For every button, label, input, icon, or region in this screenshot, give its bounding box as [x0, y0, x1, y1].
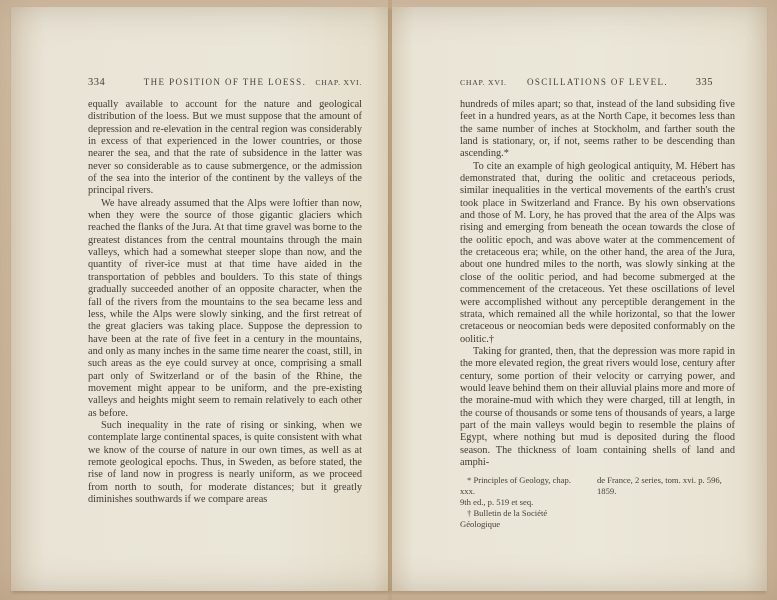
body-text-right	[460, 99, 735, 469]
page-right	[392, 7, 767, 591]
folio-right: 335	[695, 77, 713, 88]
body-paragraph: Taking for granted, then, that the depression was more rapid in the more elevated region, the great rivers would lose, century after century, some portion of their velocity or carrying power, and would leave behind them on their alluvial plains more and more of the moraine-mud with which they were charged, till at length, in the course of thousands or some tens of thousands of years, a large part of the main valleys would begin to resemble the plains of Egypt, where nothing but mud is deposited during the flood season. The thickness of loam containing shells of land and amphi-	[460, 345, 735, 468]
running-title-left: THE POSITION OF THE LOESS.	[143, 77, 307, 87]
footnote-line: 9th ed., p. 519 et seq.	[460, 496, 534, 507]
body-text-left	[88, 99, 362, 506]
footnote-line: de France, 2 series, tom. xvi. p. 596,	[597, 475, 722, 486]
footnote-line: 1859.	[597, 486, 617, 497]
page-left-content	[11, 7, 388, 591]
body-paragraph: hundreds of miles apart; so that, instead of the land subsiding five feet in a hundred years, as at the North Cape, it becomes less than the same number of inches at Stockholm, and farther south the land is stationary, or, if not, seems rather to be descending than ascending.*	[460, 99, 735, 160]
footnote-line: * Principles of Geology, chap. xxx.	[460, 475, 571, 497]
body-paragraph: To cite an example of high geological antiquity, M. Hébert has demonstrated that, during the oolitic and cretaceous periods, similar inequalities in the vertical movements of the earth's crust took place in Switzerland and France. By his own observations and those of M. Lory, he has proved that the area of the Alps was rising and emerging from beneath the ocean towards the close of the oolitic epoch, and was above water at the commencement of the cretaceous era; while, on the other hand, the area of the Jura, about one hundred miles to the north, was slowly sinking at the close of the oolitic period, and had become submerged at the commencement of the cretaceous. Yet these oscillations of level were accomplished without any perceptible derangement in the strata, which remained all the while horizontal, so that the lower cretaceous or neocomian beds were deposited conformably on the oolitic.†	[460, 160, 735, 345]
footnotes	[460, 475, 735, 529]
running-head-left	[88, 77, 362, 90]
footnote-column-2	[597, 475, 735, 529]
folio-left: 334	[88, 77, 106, 88]
body-paragraph: We have already assumed that the Alps were loftier than now, when they were the source of those gigantic glaciers which reached the flanks of the Jura. At that time gravel was borne to the greatest distances from the central mountains through the main valleys, which had a somewhat steeper slope than now, and the quantity of river-ice must at that time have aided in the transportation of pebbles and boulders. To this state of things gradually succeeded another of an opposite character, when the fall of the rivers from the mountains to the sea became less and less, while the Alps were slowly sinking, and the first retreat of the great glaciers was taking place. Suppose the depression to have been at the rate of five feet in a century in the mountains, and only as many inches in the same time nearer the coast, still, in such areas as the eye could survey at once, comprising a small part only of Switzerland or of the basin of the Rhine, the movement might appear to be uniform, and the pre-existing valleys and heights might seem to remain relatively to each other as before.	[88, 197, 362, 419]
chapter-label-right: CHAP. XVI.	[460, 78, 507, 87]
chapter-label-left: CHAP. XVI.	[315, 78, 362, 87]
page-left	[11, 7, 388, 591]
body-paragraph: Such inequality in the rate of rising or sinking, when we contemplate large continental spaces, is quite consistent with what we know of the course of nature in our own times, as well as at remote geological epochs. Thus, in Sweden, as before stated, the rise of land now in progress is nearly uniform, as we proceed from north to south, for moderate distances; but it greatly diminishes southwards if we compare areas	[88, 419, 362, 505]
running-title-right: OSCILLATIONS OF LEVEL.	[526, 77, 669, 87]
footnote-line: † Bulletin de la Société Géologique	[460, 507, 548, 529]
footnote-column-1	[460, 475, 588, 529]
page-right-content	[392, 7, 767, 591]
running-head-right	[460, 77, 735, 90]
body-paragraph: equally available to account for the nature and geological distribution of the loess. But we must suppose that the amount of depression and re-elevation in the central region was considerably in excess of that experienced in the lower countries, or those nearer the sea, and that the rate of subsidence in the latter was never so considerable as to cause submergence, or the admission of the sea into the interior of the continent by the valleys of the principal rivers.	[88, 99, 362, 197]
